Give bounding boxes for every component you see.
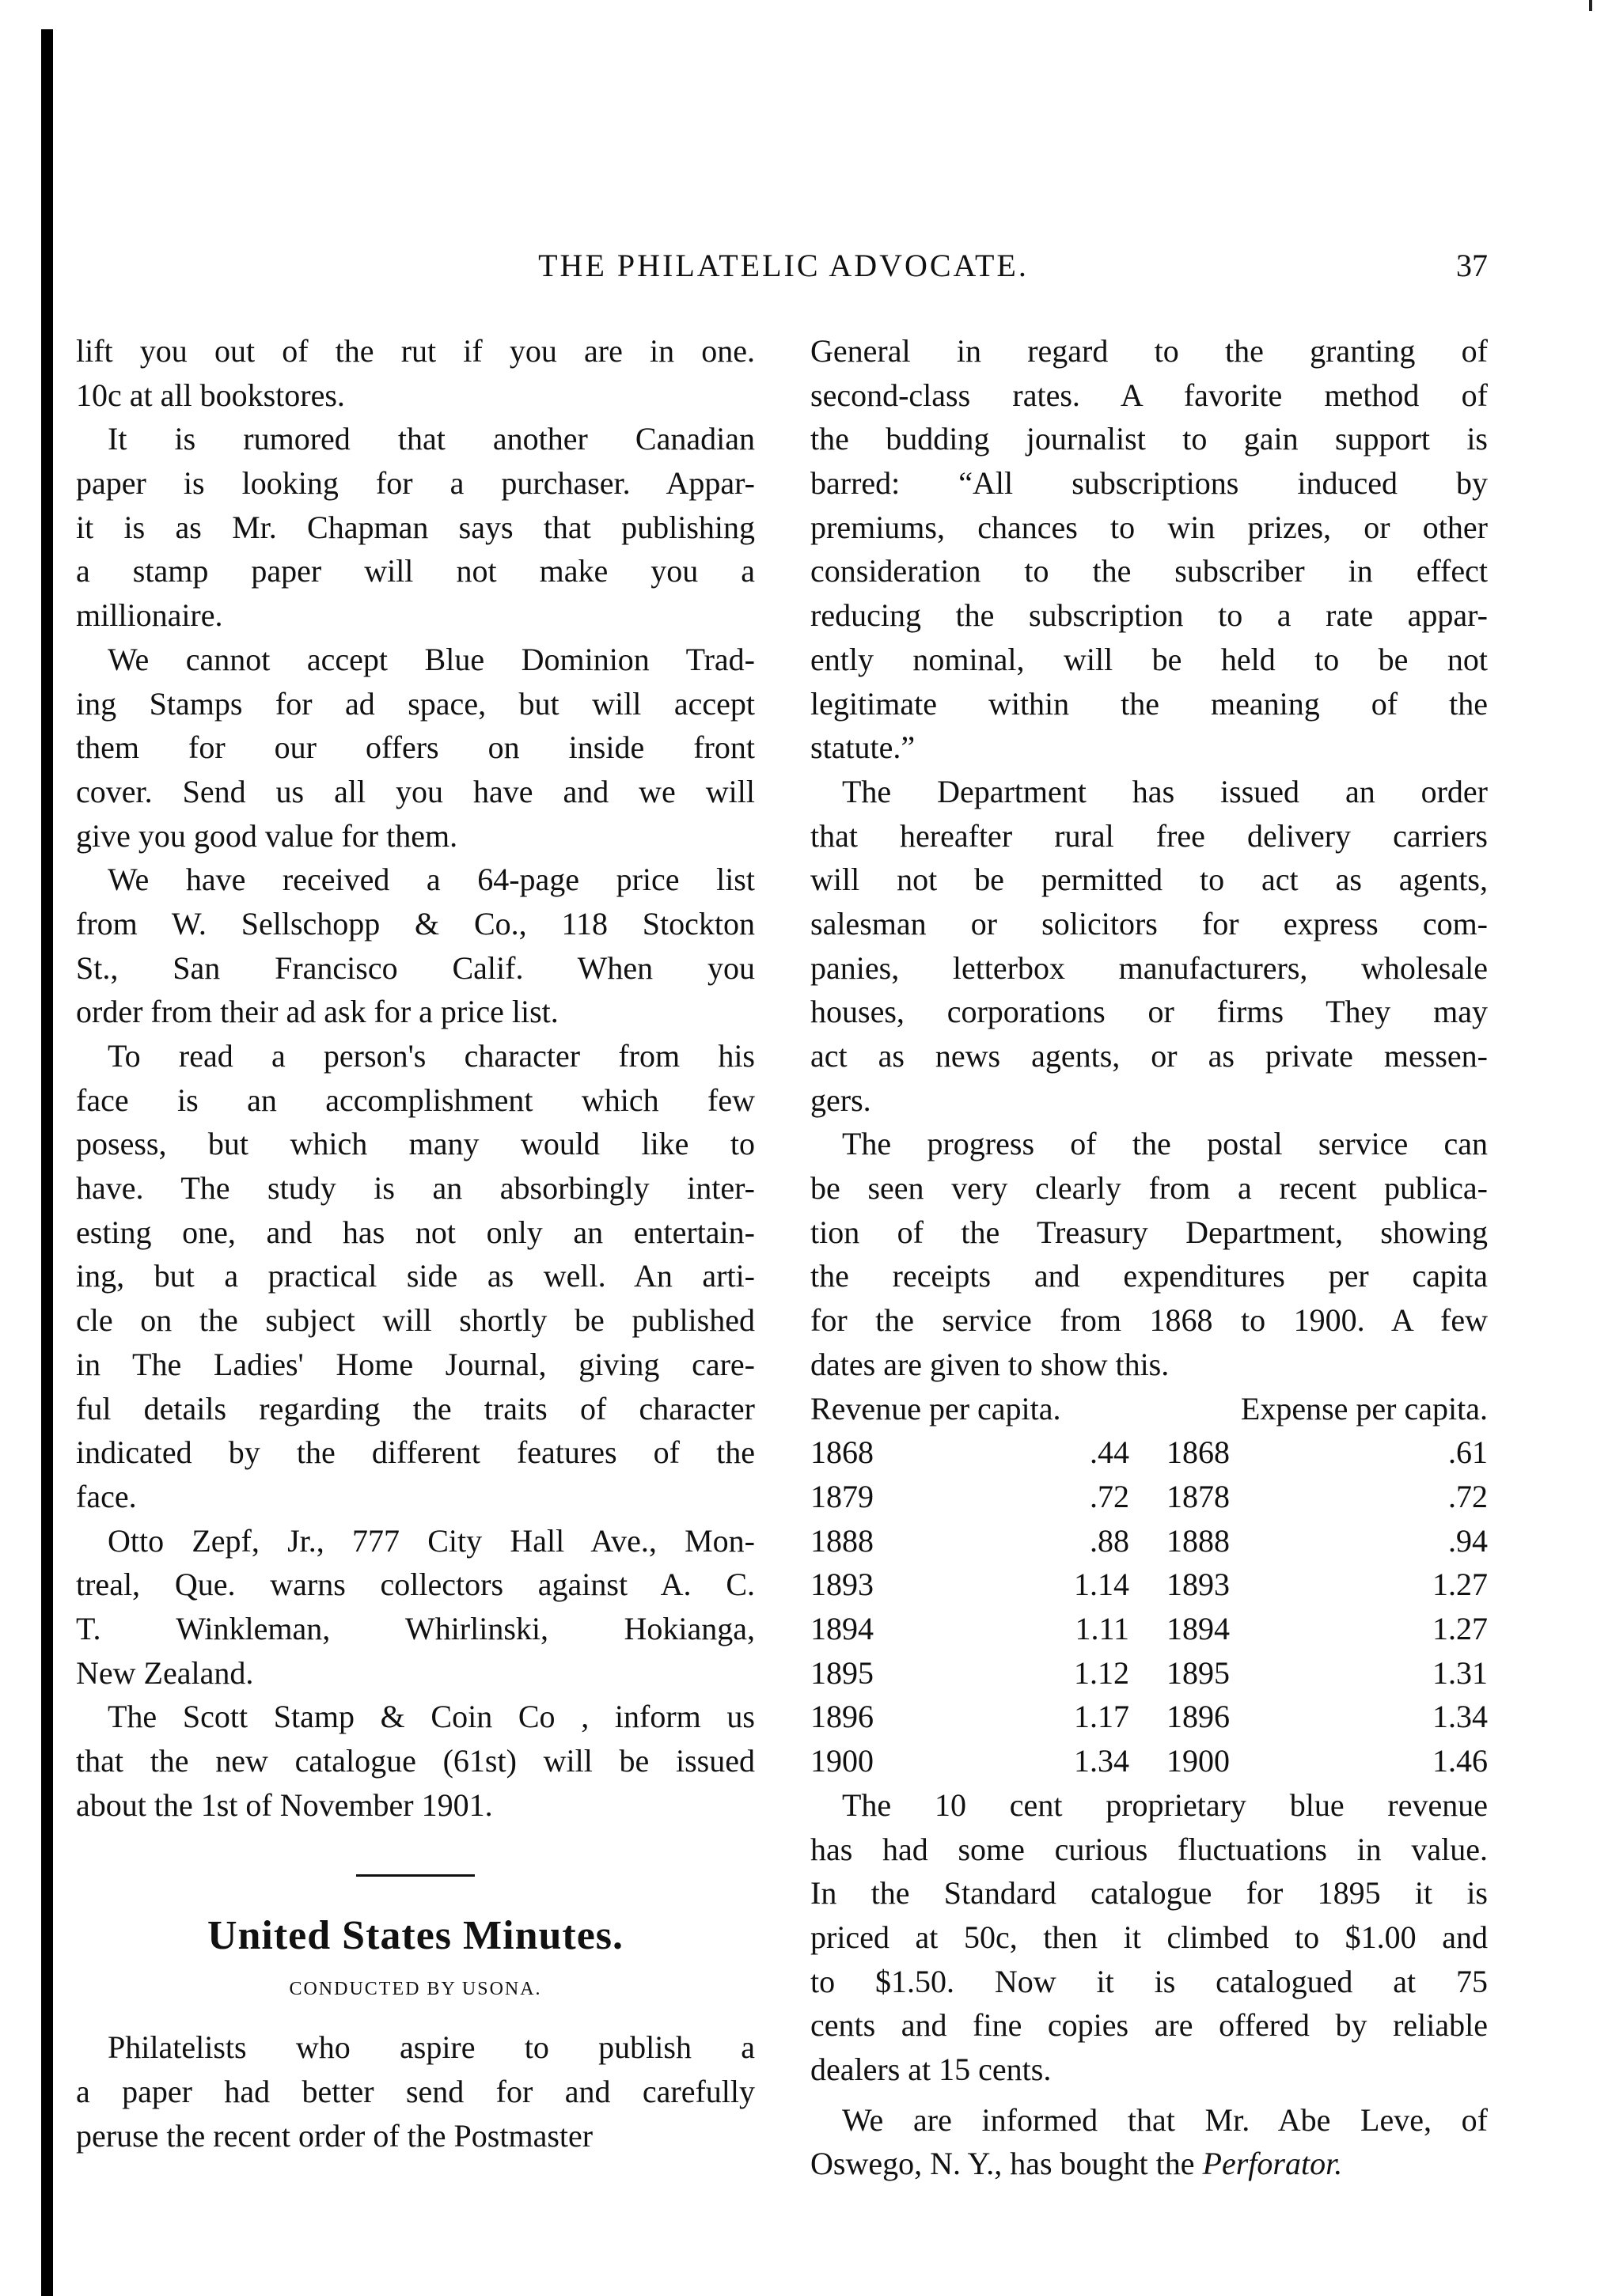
expense-year: 1900: [1166, 1743, 1230, 1779]
expense-value: .61: [1448, 1434, 1488, 1471]
text-line: panies, letterbox manufacturers, wholesale: [810, 949, 1488, 986]
text-line: them for our offers on inside front: [76, 729, 755, 766]
text-line: dealers at 15 cents.: [810, 2051, 1052, 2087]
expense-year: 1895: [1166, 1654, 1230, 1691]
text-line: ently nominal, will be held to be not: [810, 641, 1488, 677]
text-line: barred: “All subscriptions induced by: [810, 465, 1488, 502]
paragraph: [810, 1122, 1488, 1386]
text-line: lift you out of the rut if you are in one.: [76, 333, 755, 369]
section-title: United States Minutes.: [207, 1913, 624, 1959]
text-line: second-class rates. A favorite method of: [810, 377, 1488, 413]
revenue-value: .72: [1090, 1478, 1129, 1514]
text-line: be seen very clearly from a recent publica-: [810, 1170, 1488, 1207]
text-line: New Zealand.: [76, 1654, 254, 1691]
paragraph: [810, 770, 1488, 1123]
table-row: [810, 1430, 1488, 1475]
page-number: 37: [1456, 248, 1488, 283]
expense-value: 1.27: [1432, 1567, 1488, 1603]
text-line: that the new catalogue (61st) will be issued: [76, 1743, 755, 1779]
text-line: give you good value for them.: [76, 817, 458, 854]
expense-value: 1.46: [1432, 1743, 1488, 1779]
text-line: has had some curious fluctuations in value.: [810, 1831, 1488, 1867]
revenue-year: 1895: [810, 1654, 874, 1691]
expense-year: 1888: [1166, 1522, 1230, 1559]
text-line: to $1.50. Now it is catalogued at 75: [810, 1963, 1488, 1999]
text-line: We cannot accept Blue Dominion Trad-: [108, 641, 755, 677]
expense-value: .94: [1448, 1522, 1488, 1559]
text-line: The 10 cent proprietary blue revenue: [842, 1786, 1488, 1823]
text-line: order from their ad ask for a price list.: [76, 994, 559, 1030]
text-line: General in regard to the granting of: [810, 333, 1488, 369]
table-row: [810, 1695, 1488, 1739]
text-line: legitimate within the meaning of the: [810, 685, 1488, 722]
text-line: dates are given to show this.: [810, 1346, 1170, 1382]
text-line: from W. Sellschopp & Co., 118 Stockton: [76, 905, 755, 942]
text-line: salesman or solicitors for express com-: [810, 905, 1488, 942]
text-line: a stamp paper will not make you a: [76, 553, 755, 589]
text-line: reducing the subscription to a rate appar-: [810, 597, 1488, 634]
expense-year: 1893: [1166, 1567, 1230, 1603]
line-text: Oswego, N. Y., has bought the: [810, 2146, 1203, 2182]
expense-year: 1896: [1166, 1699, 1230, 1735]
text-line: St., San Francisco Calif. When you: [76, 949, 755, 986]
expense-value: 1.31: [1432, 1654, 1488, 1691]
text-line: Otto Zepf, Jr., 777 City Hall Ave., Mon-: [108, 1522, 755, 1559]
paragraph: [76, 638, 755, 858]
text-line: will not be permitted to act as agents,: [810, 862, 1488, 898]
revenue-year: 1893: [810, 1567, 874, 1603]
paragraph: [76, 858, 755, 1034]
revenue-year: 1868: [810, 1434, 874, 1471]
text-line: T. Winkleman, Whirlinski, Hokianga,: [76, 1610, 755, 1646]
text-line: a paper had better send for and carefully: [76, 2074, 755, 2110]
text-line: The progress of the postal service can: [842, 1126, 1488, 1162]
text-line: [810, 2142, 1488, 2186]
text-line: We have received a 64-page price list: [108, 862, 755, 898]
text-line: 10c at all bookstores.: [76, 377, 345, 413]
text-line: treal, Que. warns collectors against A. C.: [76, 1567, 755, 1603]
table-row: [810, 1519, 1488, 1563]
right-column: [810, 329, 1488, 2186]
text-line: act as news agents, or as private messen-: [810, 1038, 1488, 1074]
revenue-year: 1888: [810, 1522, 874, 1559]
text-line: in The Ladies' Home Journal, giving care-: [76, 1346, 755, 1382]
text-line: face is an accomplishment which few: [76, 1082, 755, 1118]
text-line: To read a person's character from his: [108, 1038, 755, 1074]
text-line: paper is looking for a purchaser. Appar-: [76, 465, 755, 502]
text-line: it is as Mr. Chapman says that publishing: [76, 509, 755, 545]
text-line: millionaire.: [76, 597, 223, 634]
scan-mark: [1589, 0, 1592, 11]
text-line: for the service from 1868 to 1900. A few: [810, 1302, 1488, 1339]
table-row: [810, 1475, 1488, 1519]
revenue-year: 1879: [810, 1478, 874, 1514]
paragraph: [76, 1519, 755, 1695]
section-byline: CONDUCTED BY USONA.: [289, 1979, 542, 2000]
text-line: We are informed that Mr. Abe Leve, of: [842, 2101, 1488, 2138]
right-paragraphs: [810, 329, 1488, 1387]
text-line: posess, but which many would like to: [76, 1126, 755, 1162]
text-line: houses, corporations or firms They may: [810, 994, 1488, 1030]
expense-value: 1.34: [1432, 1699, 1488, 1735]
revenue-year: 1900: [810, 1743, 874, 1779]
paragraph: [76, 2025, 755, 2158]
text-line: cents and fine copies are offered by reliable: [810, 2007, 1488, 2044]
text-line: premiums, chances to win prizes, or other: [810, 509, 1488, 545]
expense-value: .72: [1448, 1478, 1488, 1514]
text-line: the budding journalist to gain support is: [810, 421, 1488, 457]
text-line: have. The study is an absorbingly inter-: [76, 1170, 755, 1207]
page-binding-edge: [41, 29, 53, 2296]
text-line: face.: [76, 1478, 137, 1514]
text-line: indicated by the different features of the: [76, 1434, 755, 1471]
text-line: statute.”: [810, 729, 916, 766]
final-paragraph: [810, 2098, 1488, 2186]
section-paragraphs: [76, 2025, 755, 2158]
revenue-value: 1.11: [1075, 1611, 1129, 1647]
revenue-value: 1.17: [1074, 1699, 1129, 1735]
text-line: cover. Send us all you have and we will: [76, 773, 755, 809]
text-line: The Department has issued an order: [842, 773, 1488, 809]
revenue-value: 1.12: [1074, 1654, 1129, 1691]
revenue-value: 1.34: [1074, 1743, 1129, 1779]
paragraph: [810, 1783, 1488, 2092]
paragraph: [76, 417, 755, 637]
publication-name: Perforator.: [1202, 2146, 1343, 2182]
expense-year: 1878: [1166, 1478, 1230, 1514]
expense-year: 1894: [1166, 1611, 1230, 1647]
revenue-year: 1894: [810, 1611, 874, 1647]
text-line: Philatelists who aspire to publish a: [108, 2029, 755, 2066]
paragraph: [76, 1695, 755, 1827]
expense-year: 1868: [1166, 1434, 1230, 1471]
postal-statistics-table: [810, 1387, 1488, 1783]
running-head: THE PHILATELIC ADVOCATE.: [538, 248, 1029, 283]
text-line: cle on the subject will shortly be published: [76, 1302, 755, 1339]
text-line: peruse the recent order of the Postmaster: [76, 2117, 594, 2154]
text-line: ing, but a practical side as well. An arti-: [76, 1258, 755, 1294]
text-line: priced at 50c, then it climbed to $1.00 and: [810, 1919, 1488, 1955]
paragraph: [76, 329, 755, 417]
table-header-row: [810, 1387, 1488, 1431]
revenue-value: .88: [1090, 1522, 1129, 1559]
table-row: [810, 1739, 1488, 1783]
revenue-value: .44: [1090, 1434, 1129, 1471]
table-row: [810, 1651, 1488, 1695]
revenue-header: Revenue per capita.: [810, 1390, 1061, 1426]
table-row: [810, 1563, 1488, 1607]
text-line: ing Stamps for ad space, but will accept: [76, 685, 755, 722]
text-line: tion of the Treasury Department, showing: [810, 1214, 1488, 1250]
left-column: [76, 329, 755, 2158]
text-line: esting one, and has not only an entertain-: [76, 1214, 755, 1250]
left-paragraphs: [76, 329, 755, 1827]
text-line: the receipts and expenditures per capita: [810, 1258, 1488, 1294]
section-divider: [356, 1874, 475, 1877]
table-row: [810, 1607, 1488, 1651]
text-line: ful details regarding the traits of character: [76, 1390, 755, 1426]
expense-value: 1.27: [1432, 1611, 1488, 1647]
paragraph: [810, 329, 1488, 770]
text-line: about the 1st of November 1901.: [76, 1786, 493, 1823]
text-line: The Scott Stamp & Coin Co , inform us: [108, 1699, 755, 1735]
expense-header: Expense per capita.: [1240, 1390, 1488, 1426]
paragraph: [76, 1034, 755, 1519]
text-line: gers.: [810, 1082, 871, 1118]
text-line: consideration to the subscriber in effect: [810, 553, 1488, 589]
text-line: In the Standard catalogue for 1895 it is: [810, 1875, 1488, 1911]
revenue-year: 1896: [810, 1699, 874, 1735]
text-line: that hereafter rural free delivery carriers: [810, 817, 1488, 854]
text-line: It is rumored that another Canadian: [108, 421, 755, 457]
revenue-value: 1.14: [1074, 1567, 1129, 1603]
right-paragraphs-after: [810, 1783, 1488, 2092]
